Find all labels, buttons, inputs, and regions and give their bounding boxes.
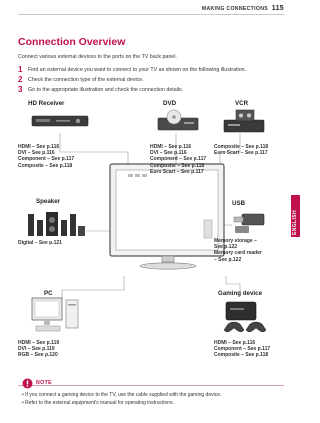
speaker-connections: Digital – See p.121 bbox=[18, 240, 62, 246]
vcr-connections: Composite – See p.118 Euro Scart – See p.117 bbox=[214, 144, 269, 157]
dvd-label: DVD bbox=[163, 100, 177, 107]
step-text: Find an external device you want to connect to your TV as shown on the following illustration. bbox=[28, 66, 247, 73]
gaming-device-connections: HDMI – See p.116 Component – See p.117 Composite – See p.118 bbox=[214, 340, 271, 359]
note-label: NOTE bbox=[36, 380, 53, 386]
pc-icon bbox=[28, 298, 84, 334]
note-icon bbox=[22, 378, 33, 389]
step-number: 3 bbox=[18, 85, 23, 94]
usb-label: USB bbox=[232, 200, 246, 207]
section-name: MAKING CONNECTIONS bbox=[201, 6, 269, 12]
game-console-icon bbox=[222, 300, 270, 334]
language-tab bbox=[291, 195, 300, 237]
note-item-text: Refer to the external equipment's manual for operating instructions. bbox=[25, 400, 174, 406]
step-number: 2 bbox=[18, 75, 23, 84]
note-item-text: If you connect a gaming device to the TV, use the cable supplied with the gaming device. bbox=[25, 392, 222, 398]
note-box bbox=[18, 385, 284, 413]
vcr-label: VCR bbox=[235, 100, 249, 107]
usb-icon bbox=[232, 212, 266, 234]
page-number: 115 bbox=[271, 5, 284, 12]
pc-label: PC bbox=[44, 290, 53, 297]
speaker-label: Speaker bbox=[36, 198, 61, 205]
hd-receiver-label: HD Receiver bbox=[28, 100, 65, 107]
language-tab-label: ENGLISH bbox=[292, 209, 298, 235]
hd-receiver-connections: HDMI – See p.116 DVI – See p.116 Component – See p.117 Composite – See p.118 bbox=[18, 144, 75, 169]
step-text: Check the connection type of the external device. bbox=[28, 76, 144, 83]
speaker-icon bbox=[26, 208, 86, 238]
intro-text: Connect various external devices to the ports on the TV back panel. bbox=[18, 54, 177, 60]
note-item: • If you connect a gaming device to the TV, use the cable supplied with the gaming device. bbox=[22, 392, 222, 398]
hd-receiver-icon bbox=[32, 111, 88, 131]
pc-connections: HDMI – See p.119 DVI – See p.119 RGB – See p.120 bbox=[18, 340, 60, 359]
dvd-connections: HDMI – See p.116 DVI – See p.116 Component – See p.117 Composite – See p.118 Euro Scart – See p.117 bbox=[150, 144, 207, 175]
step-number: 1 bbox=[18, 65, 23, 74]
dvd-icon bbox=[158, 110, 198, 134]
page-title: Connection Overview bbox=[18, 36, 126, 48]
step-text: Go to the appropriate illustration and check the connection details. bbox=[28, 86, 184, 93]
usb-connections: Memory storage – See p.122 Memory card reader – See p.122 bbox=[214, 238, 262, 263]
note-item: • Refer to the external equipment's manual for operating instructions. bbox=[22, 400, 174, 406]
vcr-icon bbox=[224, 110, 266, 134]
gaming-device-label: Gaming device bbox=[218, 290, 263, 297]
